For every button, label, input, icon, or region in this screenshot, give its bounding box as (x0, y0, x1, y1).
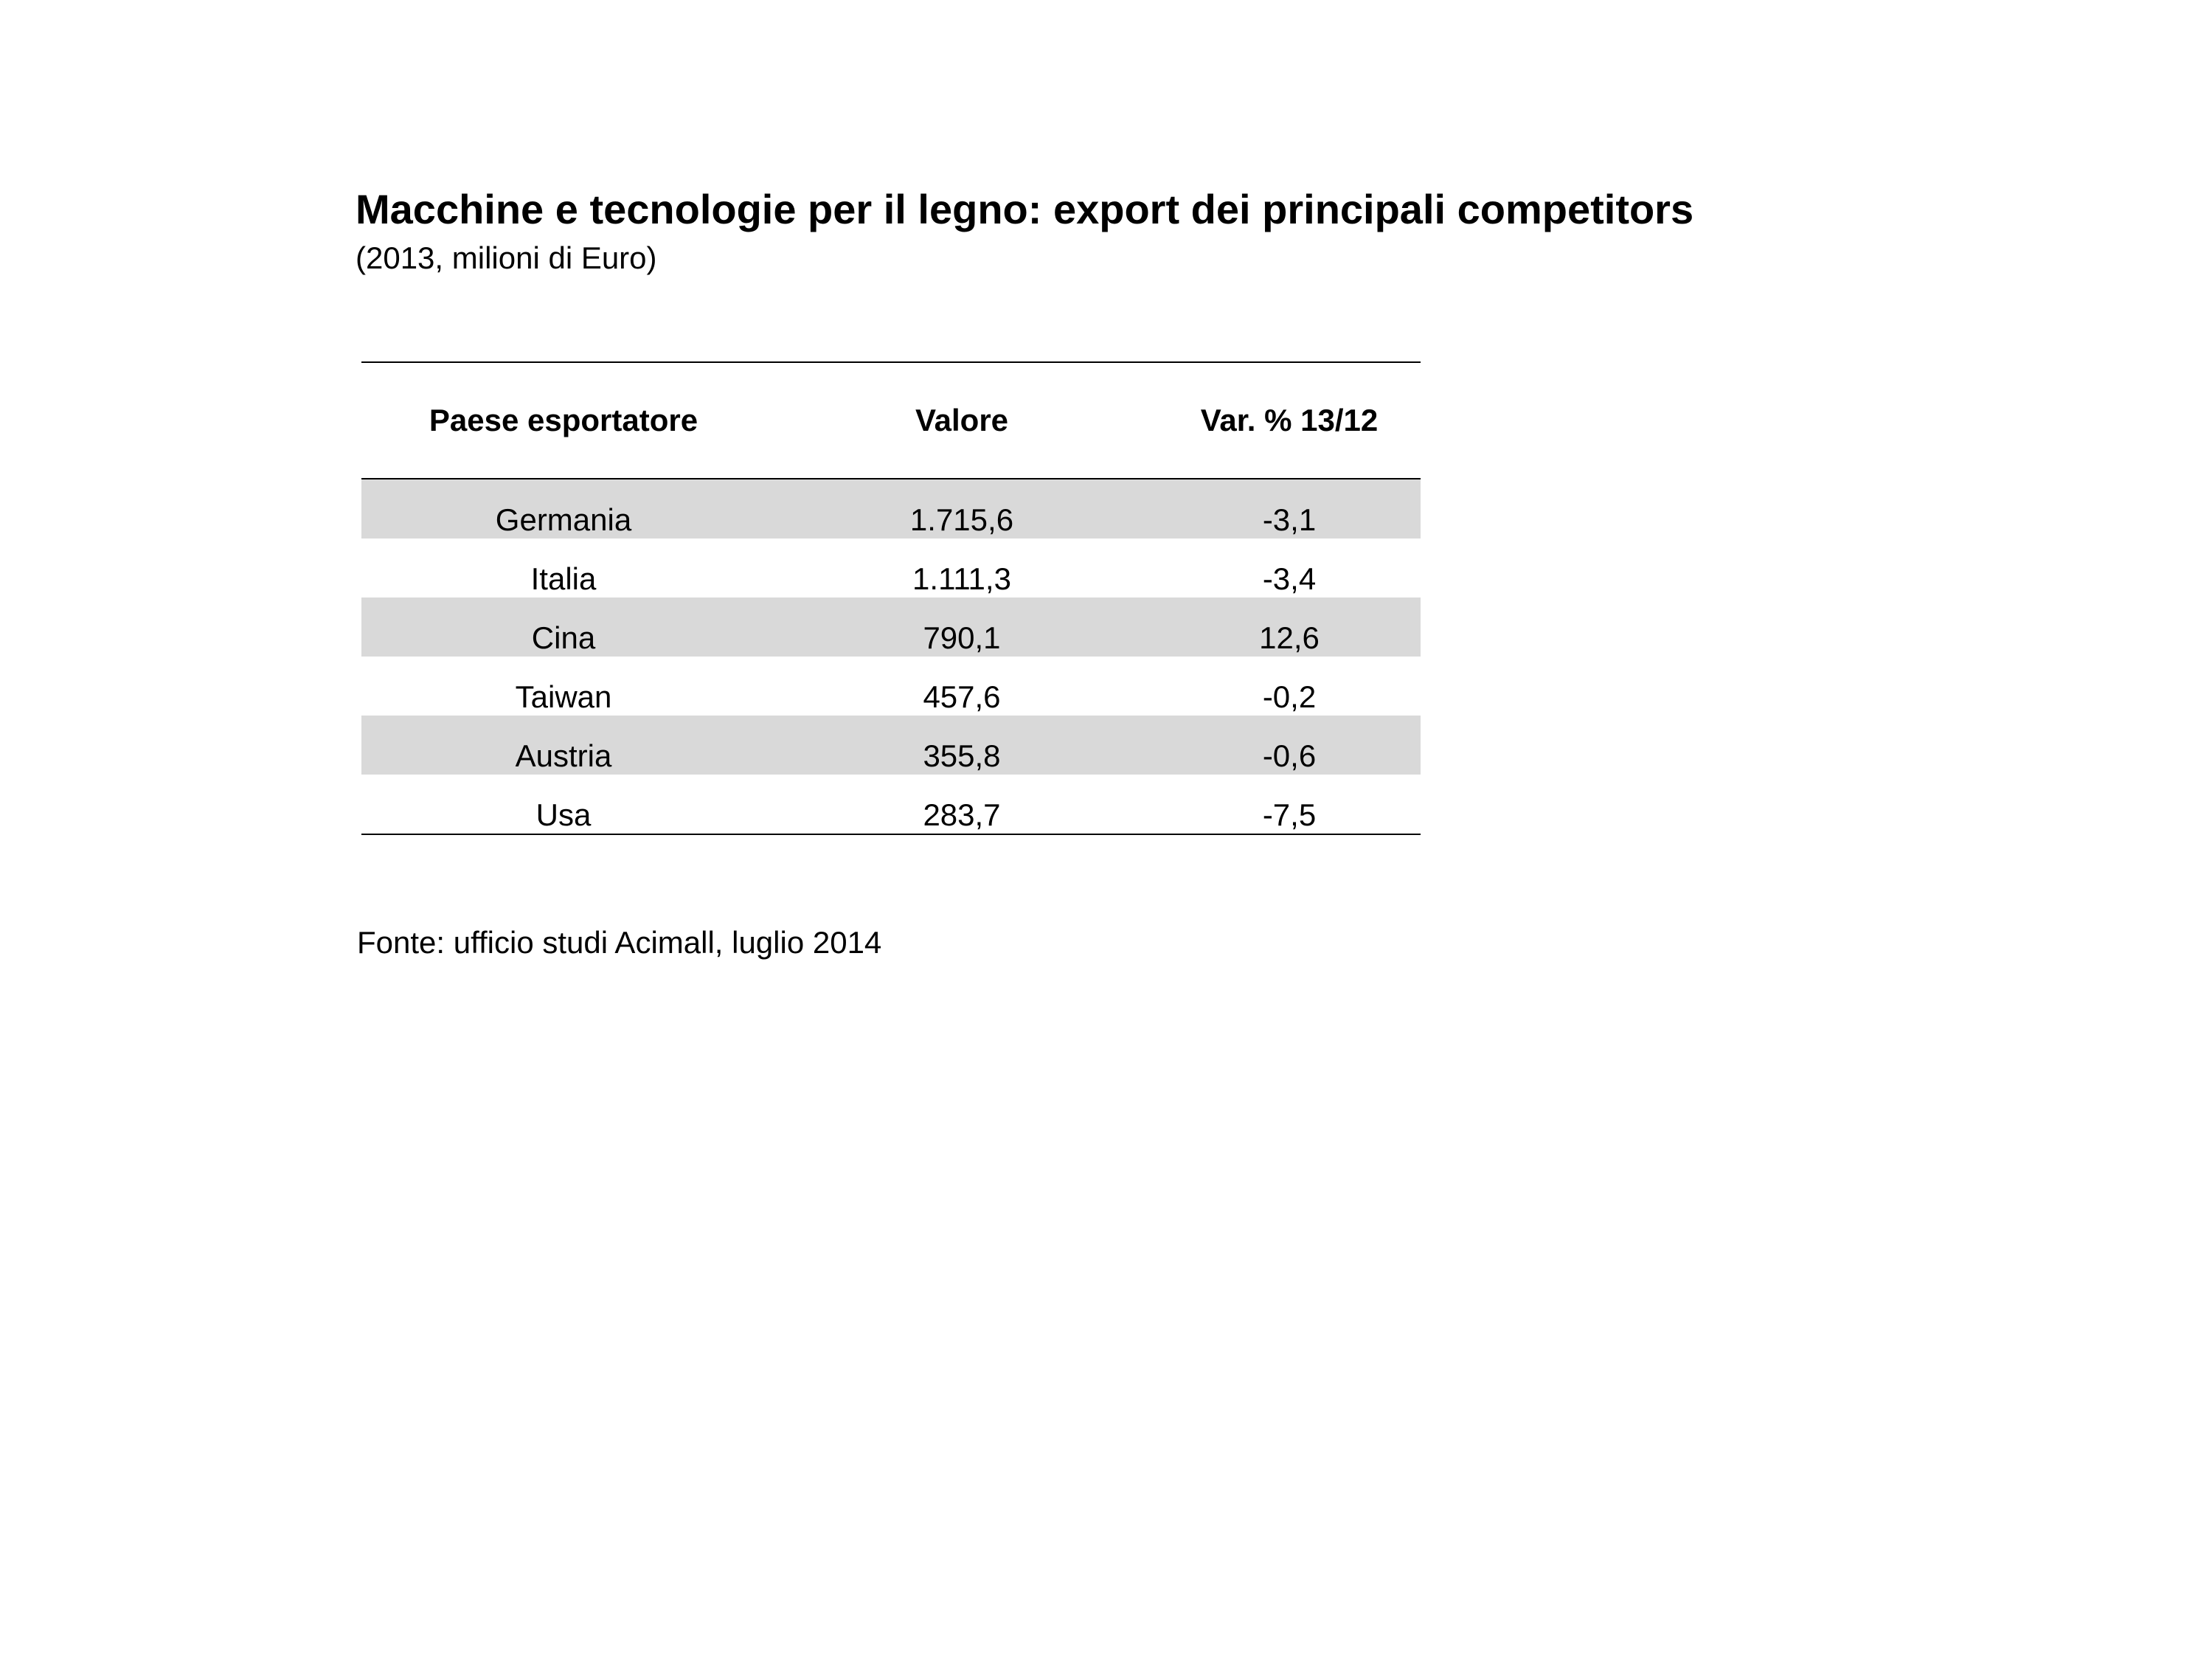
change-cell: 12,6 (1259, 620, 1320, 655)
table-row (361, 775, 1421, 834)
change-cell: -3,4 (1262, 561, 1317, 596)
table-row (361, 598, 1421, 657)
header-value: Valore (915, 403, 1009, 437)
change-cell: -3,1 (1262, 502, 1317, 537)
header-change: Var. % 13/12 (1200, 403, 1379, 437)
value-cell: 790,1 (923, 620, 1001, 655)
table-title: Macchine e tecnologie per il legno: export dei principali competitors (356, 186, 1694, 232)
bottom-rule (361, 834, 1421, 835)
export-table (361, 361, 1421, 835)
table-row (361, 716, 1421, 775)
header-country: Paese esportatore (429, 403, 698, 437)
value-cell: 457,6 (923, 679, 1001, 714)
country-cell: Italia (530, 561, 597, 596)
value-cell: 355,8 (923, 738, 1001, 773)
country-cell: Taiwan (515, 679, 612, 714)
change-cell: -7,5 (1262, 797, 1317, 832)
value-cell: 1.111,3 (912, 561, 1011, 596)
table-row (361, 538, 1421, 598)
country-cell: Usa (535, 797, 592, 832)
table-row (361, 479, 1421, 538)
table-subtitle: (2013, milioni di Euro) (356, 240, 657, 275)
value-cell: 283,7 (923, 797, 1001, 832)
country-cell: Cina (531, 620, 596, 655)
country-cell: Austria (515, 738, 612, 773)
table-row (361, 657, 1421, 716)
change-cell: -0,2 (1262, 679, 1317, 714)
table-header-row (361, 363, 1421, 478)
change-cell: -0,6 (1262, 738, 1317, 773)
source-note: Fonte: ufficio studi Acimall, luglio 2014 (357, 925, 882, 960)
value-cell: 1.715,6 (909, 502, 1014, 537)
country-cell: Germania (495, 502, 632, 537)
